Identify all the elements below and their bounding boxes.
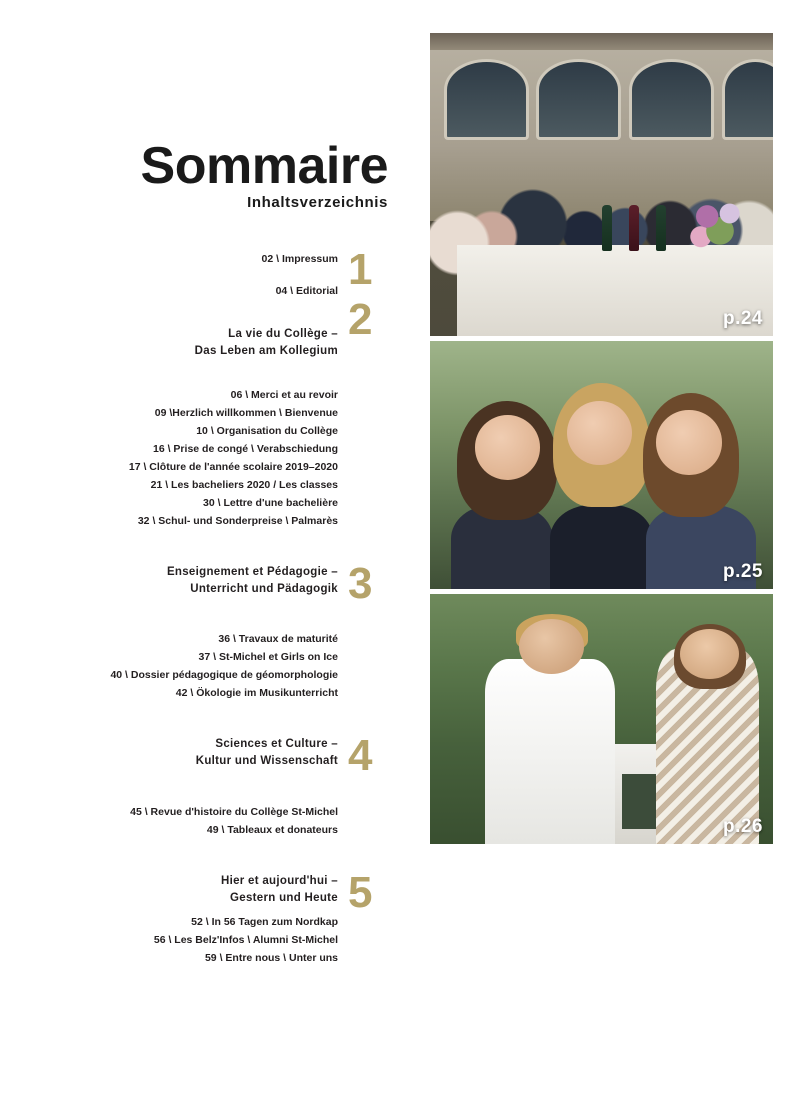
toc-section-number: 5: [348, 867, 373, 917]
toc-section3-heading: [8, 530, 348, 598]
toc: [8, 245, 388, 967]
toc-section5-heading: [8, 839, 348, 907]
toc-entry[interactable]: 45 \ Revue d'histoire du Collège St-Michel: [130, 805, 338, 818]
toc-entry[interactable]: 09 \Herzlich willkommen \ Bienvenue: [154, 407, 338, 419]
toc-group-section2: [8, 360, 388, 530]
toc-entry[interactable]: 10 \ Organisation du Collège: [196, 425, 338, 437]
toc-section-heading-line1: Enseignement et Pédagogie –: [166, 566, 338, 578]
toc-entry[interactable]: 16 \ Prise de congé \ Verabschiedung: [153, 443, 338, 455]
photo-page-reference: p.25: [722, 561, 763, 582]
toc-entry[interactable]: 59 \ Entre nous \ Unter uns: [204, 952, 338, 965]
toc-entry[interactable]: 30 \ Lettre d'une bachelière: [203, 497, 338, 509]
toc-section3-entries: [8, 604, 348, 702]
person-face: [656, 410, 721, 474]
podium-shadow: [622, 774, 656, 829]
toc-section-heading-line2: Kultur und Wissenschaft: [195, 755, 338, 768]
page-title: Sommaire: [140, 137, 388, 195]
toc-group-section4-entries: [8, 777, 388, 839]
bottle: [602, 205, 612, 251]
toc-entry[interactable]: 40 \ Dossier pédagogique de géomorphologie: [110, 669, 338, 682]
photo-scene: [430, 341, 773, 589]
toc-group-section3-entries: [8, 604, 388, 702]
toc-section-heading-line2: Gestern und Heute: [230, 891, 338, 904]
person-face: [567, 401, 632, 465]
toc-group-section4: [8, 702, 388, 781]
toc-entry[interactable]: 06 \ Merci et au revoir: [230, 389, 338, 401]
person-body: [550, 505, 653, 589]
toc-entry[interactable]: 37 \ St-Michel et Girls on Ice: [198, 651, 338, 664]
toc-entry[interactable]: 04 \ Editorial: [275, 285, 338, 297]
student-shirt: [485, 659, 615, 844]
toc-section-number: 2: [348, 295, 373, 345]
page-subtitle: Inhaltsverzeichnis: [247, 194, 388, 211]
arch-window: [536, 59, 621, 140]
toc-group-section5-entries: [8, 913, 388, 967]
student-head: [519, 619, 584, 674]
toc-section-heading-line2: Das Leben am Kollegium: [194, 345, 338, 357]
toc-entry[interactable]: 36 \ Travaux de maturité: [218, 633, 338, 646]
toc-section-heading-line1: La vie du Collège –: [228, 328, 338, 340]
photo-page-reference: p.24: [722, 308, 763, 329]
diploma-handover-photo: [430, 594, 773, 844]
woman-face: [680, 629, 738, 679]
toc-entry[interactable]: 42 \ Ökologie im Musikunterricht: [175, 687, 338, 700]
photo-scene: [430, 33, 773, 336]
toc-section2-entries: [8, 360, 348, 530]
toc-entry[interactable]: 17 \ Clôture de l'année scolaire 2019–2020: [128, 461, 338, 473]
toc-section-numbers: [348, 702, 388, 781]
photo-column: [430, 33, 773, 844]
arch-window: [629, 59, 714, 140]
page-title-block: [8, 137, 388, 211]
toc-section-numbers: [348, 530, 388, 608]
person-face: [475, 415, 540, 479]
toc-entry[interactable]: 52 \ In 56 Tagen zum Nordkap: [191, 916, 338, 929]
toc-entry[interactable]: 56 \ Les Belz'Infos \ Alumni St-Michel: [153, 934, 338, 947]
toc-section-number: 1: [348, 245, 373, 294]
arch-window: [722, 59, 773, 140]
arch-window: [444, 59, 529, 140]
toc-section-heading-line2: Unterricht und Pädagogik: [190, 583, 338, 595]
toc-group-section3: [8, 530, 388, 608]
toc-group-section5: [8, 839, 388, 917]
photo-scene: [430, 594, 773, 844]
toc-group-intro: [8, 245, 388, 360]
toc-section-heading-line1: Sciences et Culture –: [215, 738, 338, 751]
apero-reception-photo: [430, 33, 773, 336]
bottle: [656, 205, 666, 251]
toc-entry[interactable]: 02 \ Impressum: [261, 253, 338, 265]
toc-intro-entries: [8, 250, 348, 360]
photo-page-reference: p.26: [722, 816, 763, 837]
toc-entry[interactable]: 49 \ Tableaux et donateurs: [206, 823, 338, 836]
toc-section4-heading: [8, 702, 348, 770]
roof: [430, 33, 773, 50]
three-graduates-photo: [430, 341, 773, 589]
toc-section-heading-line1: Hier et aujourd'hui –: [220, 874, 338, 887]
toc-entry[interactable]: 21 \ Les bacheliers 2020 / Les classes: [150, 479, 338, 491]
toc-section-numbers: [348, 839, 388, 917]
toc-section5-entries: [8, 913, 348, 967]
toc-entry[interactable]: 32 \ Schul- und Sonderpreise \ Palmarès: [137, 515, 338, 527]
toc-section-number: 4: [348, 731, 373, 781]
toc-section-number: 3: [348, 559, 373, 608]
toc-section4-entries: [8, 777, 348, 839]
flower-bouquet: [688, 199, 752, 257]
toc-section-numbers: [348, 245, 388, 345]
bottle: [629, 205, 639, 251]
